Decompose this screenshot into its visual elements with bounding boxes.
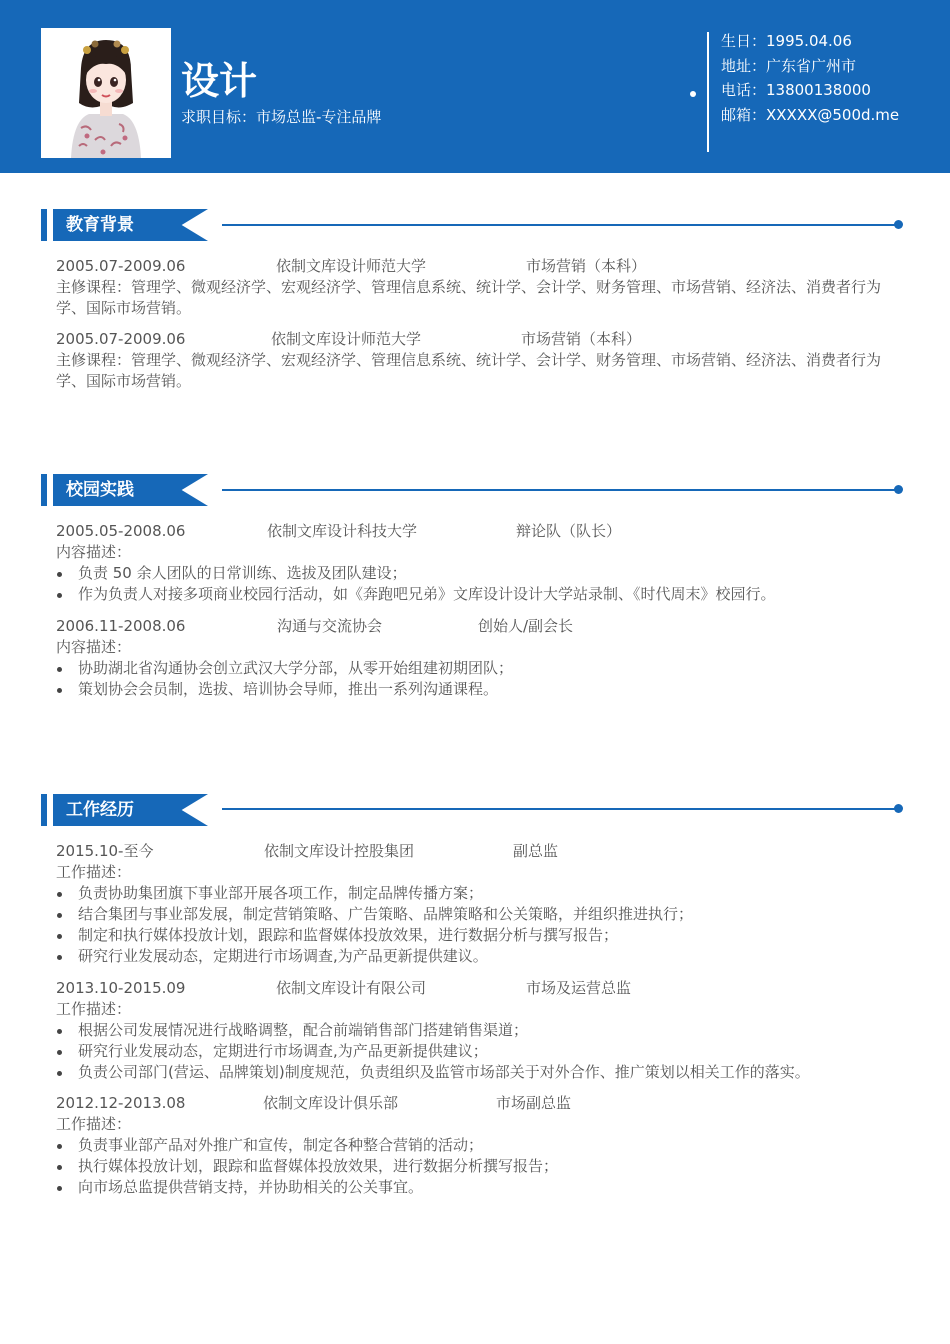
bullet-icon [57, 1050, 62, 1055]
campus-period: 2006.11-2008.06 [56, 617, 186, 635]
section-divider-line [222, 808, 900, 810]
section-title-bar [41, 474, 47, 506]
campus-role: 辩论队（队长） [516, 522, 622, 540]
education-major: 市场营销（本科） [526, 257, 647, 275]
section-divider-line [222, 224, 900, 226]
section-title-label: 校园实践 [66, 480, 134, 500]
work-role: 副总监 [513, 842, 559, 860]
bullet-icon [57, 1186, 62, 1191]
section-divider-dot [894, 485, 903, 494]
bullet-icon [57, 688, 62, 693]
bullet-icon [57, 892, 62, 897]
section-divider-dot [894, 804, 903, 813]
bullet-icon [57, 934, 62, 939]
work-role: 市场及运营总监 [526, 979, 632, 997]
section-title-label: 教育背景 [66, 215, 134, 235]
divider-dot [690, 91, 696, 97]
bullet-icon [57, 1071, 62, 1076]
contact-phone: 电话：13800138000 [721, 81, 871, 99]
bullet-icon [57, 1029, 62, 1034]
bullet-icon [57, 667, 62, 672]
avatar-illustration [41, 28, 171, 158]
divider-line [707, 32, 709, 152]
campus-period: 2005.05-2008.06 [56, 522, 186, 540]
bullet-icon [57, 572, 62, 577]
campus-desc-label: 内容描述： [56, 543, 132, 561]
bullet-icon [57, 955, 62, 960]
contact-email[interactable]: 邮箱：XXXXX@500d.me [721, 105, 900, 124]
contact-birthday: 生日：1995.04.06 [721, 32, 852, 50]
education-school: 依制文库设计师范大学 [276, 257, 427, 275]
education-courses: 主修课程：管理学、微观经济学、宏观经济学、管理信息系统、统计学、会计学、财务管理、市场营销、经济法、消费者行为学、国际市场营销。 [56, 278, 882, 317]
job-objective: 求职目标：市场总监-专注品牌 [181, 108, 382, 126]
campus-org: 依制文库设计科技大学 [267, 522, 418, 540]
education-major: 市场营销（本科） [521, 330, 642, 348]
education-period: 2005.07-2009.06 [56, 330, 186, 348]
section-title-bar [41, 209, 47, 241]
bullet-icon [57, 593, 62, 598]
contact-info [721, 30, 899, 128]
work-period: 2012.12-2013.08 [56, 1094, 186, 1112]
work-company: 依制文库设计俱乐部 [263, 1094, 399, 1112]
section-title-campus [41, 474, 209, 506]
work-desc-label: 工作描述： [56, 1000, 132, 1018]
education-courses: 主修课程：管理学、微观经济学、宏观经济学、管理信息系统、统计学、会计学、财务管理、市场营销、经济法、消费者行为学、国际市场营销。 [56, 351, 882, 390]
contact-address: 地址：广东省广州市 [721, 56, 857, 75]
work-company: 依制文库设计有限公司 [276, 979, 427, 997]
bullet-icon [57, 1144, 62, 1149]
campus-role: 创始人/副会长 [478, 617, 574, 635]
section-divider-dot [894, 220, 903, 229]
work-role: 市场副总监 [496, 1094, 572, 1112]
section-title-work [41, 794, 209, 826]
work-desc-label: 工作描述： [56, 1115, 132, 1133]
campus-desc-label: 内容描述： [56, 638, 132, 656]
section-divider-line [222, 489, 900, 491]
avatar [41, 28, 171, 158]
education-school: 依制文库设计师范大学 [271, 330, 422, 348]
section-title-bar [41, 794, 47, 826]
bullet-icon [57, 913, 62, 918]
work-period: 2013.10-2015.09 [56, 979, 186, 997]
work-desc-label: 工作描述： [56, 863, 132, 881]
header-banner [0, 0, 950, 173]
work-period: 2015.10-至今 [56, 842, 154, 860]
education-period: 2005.07-2009.06 [56, 257, 186, 275]
campus-org: 沟通与交流协会 [277, 617, 383, 635]
work-company: 依制文库设计控股集团 [264, 842, 415, 860]
candidate-name: 设计 [181, 59, 258, 103]
section-title-label: 工作经历 [66, 800, 134, 820]
section-title-education [41, 209, 209, 241]
bullet-icon [57, 1165, 62, 1170]
